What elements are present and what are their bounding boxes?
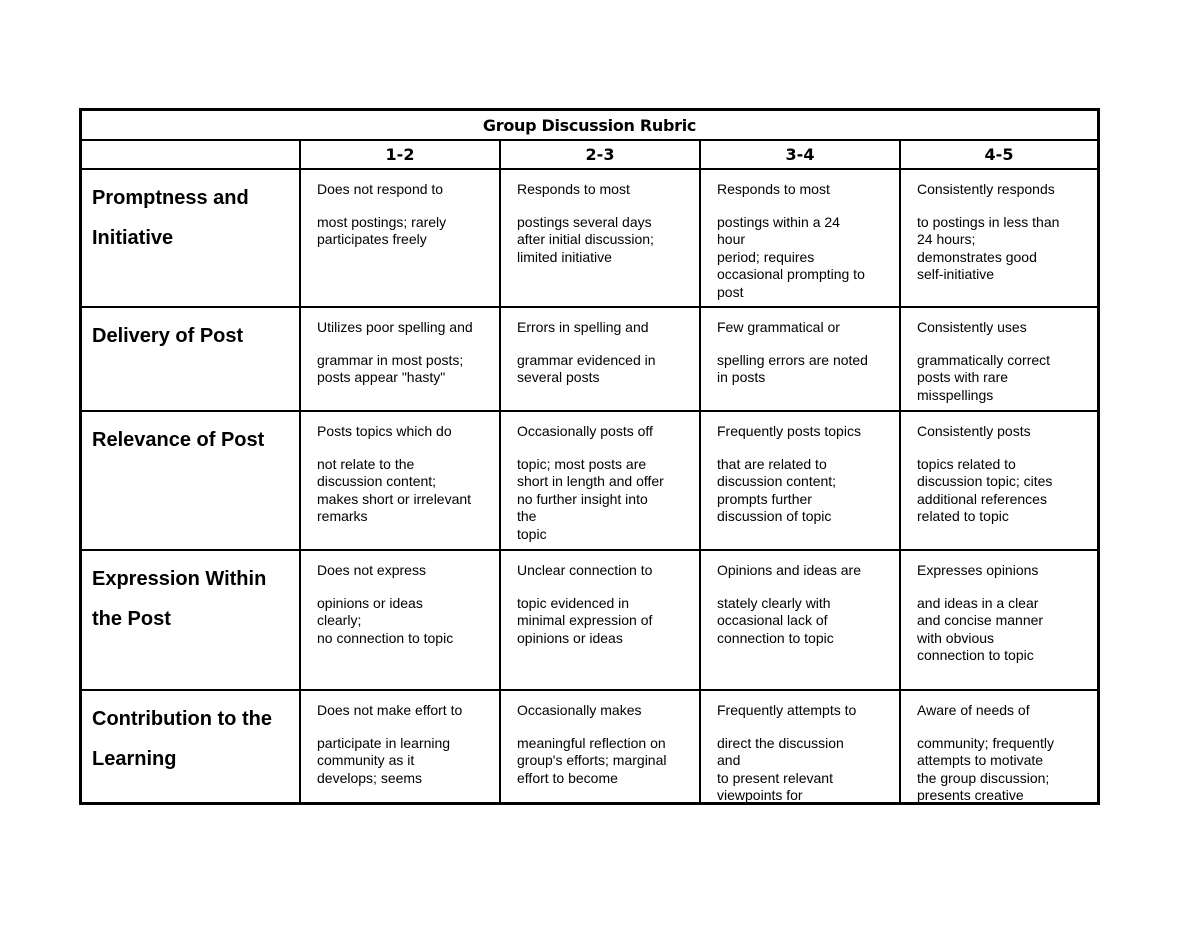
descriptor-text: grammatically correct posts with rare misspellings [917,351,1051,403]
descriptor-first-line: Few grammatical or [717,319,840,335]
descriptor-text: and ideas in a clear and concise manner with obvious connection to topic [917,594,1044,663]
descriptor-first-line: Utilizes poor spelling and [317,319,473,335]
descriptor-cell [701,412,901,551]
score-header-4: 4-5 [901,141,1097,170]
descriptor-cell [901,551,1097,691]
descriptor-first-line: Expresses opinions [917,562,1039,578]
descriptor-cell [501,412,701,551]
descriptor-text: that are related to discussion content; prompts further discussion of topic [717,455,837,524]
descriptor-first-line: Responds to most [717,181,830,197]
descriptor-first-line: Responds to most [517,181,630,197]
descriptor-cell [901,170,1097,308]
descriptor-first-line: Consistently responds [917,181,1055,197]
descriptor-text: meaningful reflection on group's efforts; marginal effort to become [517,734,667,786]
score-header-1: 1-2 [301,141,501,170]
score-header-3: 3-4 [701,141,901,170]
descriptor-first-line: Consistently posts [917,423,1031,439]
descriptor-first-line: Frequently attempts to [717,702,857,718]
header-blank-cell [82,141,301,170]
descriptor-cell [301,691,501,802]
descriptor-first-line: Aware of needs of [917,702,1030,718]
descriptor-text: to postings in less than 24 hours; demonstrates good self-initiative [917,213,1060,282]
descriptor-text: community; frequently attempts to motivate the group discussion; presents creative [917,734,1054,802]
descriptor-cell [701,691,901,802]
descriptor-text: postings several days after initial discussion; limited initiative [517,213,654,265]
criterion-delivery: Delivery of Post [82,308,301,412]
criterion-promptness: Promptness and Initiative [82,170,301,308]
descriptor-text: topic; most posts are short in length and offer no further insight into the topic [517,455,664,542]
descriptor-text: stately clearly with occasional lack of connection to topic [717,594,834,646]
descriptor-first-line: Unclear connection to [517,562,653,578]
rubric-table [79,108,1100,805]
descriptor-text: postings within a 24 hour period; requires occasional prompting to post [717,213,865,300]
descriptor-first-line: Does not make effort to [317,702,463,718]
descriptor-cell [501,170,701,308]
descriptor-first-line: Occasionally posts off [517,423,653,439]
score-header-2: 2-3 [501,141,701,170]
descriptor-cell [501,551,701,691]
descriptor-cell [901,308,1097,412]
descriptor-cell [301,308,501,412]
descriptor-first-line: Opinions and ideas are [717,562,861,578]
descriptor-text: direct the discussion and to present relevant viewpoints for [717,734,844,802]
descriptor-first-line: Does not express [317,562,426,578]
descriptor-cell [501,308,701,412]
descriptor-text: grammar evidenced in several posts [517,351,656,385]
descriptor-first-line: Errors in spelling and [517,319,649,335]
criterion-expression: Expression Within the Post [82,551,301,691]
descriptor-cell [701,551,901,691]
descriptor-text: opinions or ideas clearly; no connection to topic [317,594,454,646]
descriptor-first-line: Does not respond to [317,181,444,197]
descriptor-first-line: Posts topics which do [317,423,452,439]
descriptor-text: topic evidenced in minimal expression of opinions or ideas [517,594,653,646]
descriptor-text: not relate to the discussion content; makes short or irrelevant remarks [317,455,472,524]
descriptor-cell [901,691,1097,802]
descriptor-first-line: Consistently uses [917,319,1027,335]
descriptor-cell [301,412,501,551]
descriptor-text: grammar in most posts; posts appear "hasty" [317,351,464,385]
descriptor-cell [301,551,501,691]
descriptor-cell [501,691,701,802]
descriptor-text: participate in learning community as it develops; seems [317,734,451,786]
criterion-contribution: Contribution to the Learning [82,691,301,802]
descriptor-text: most postings; rarely participates freely [317,213,447,247]
descriptor-cell [901,412,1097,551]
criterion-relevance: Relevance of Post [82,412,301,551]
descriptor-first-line: Frequently posts topics [717,423,861,439]
descriptor-cell [701,170,901,308]
descriptor-cell [701,308,901,412]
rubric-title: Group Discussion Rubric [82,111,1097,141]
descriptor-cell [301,170,501,308]
descriptor-text: spelling errors are noted in posts [717,351,868,385]
descriptor-first-line: Occasionally makes [517,702,642,718]
descriptor-text: topics related to discussion topic; cites additional references related to topic [917,455,1053,524]
